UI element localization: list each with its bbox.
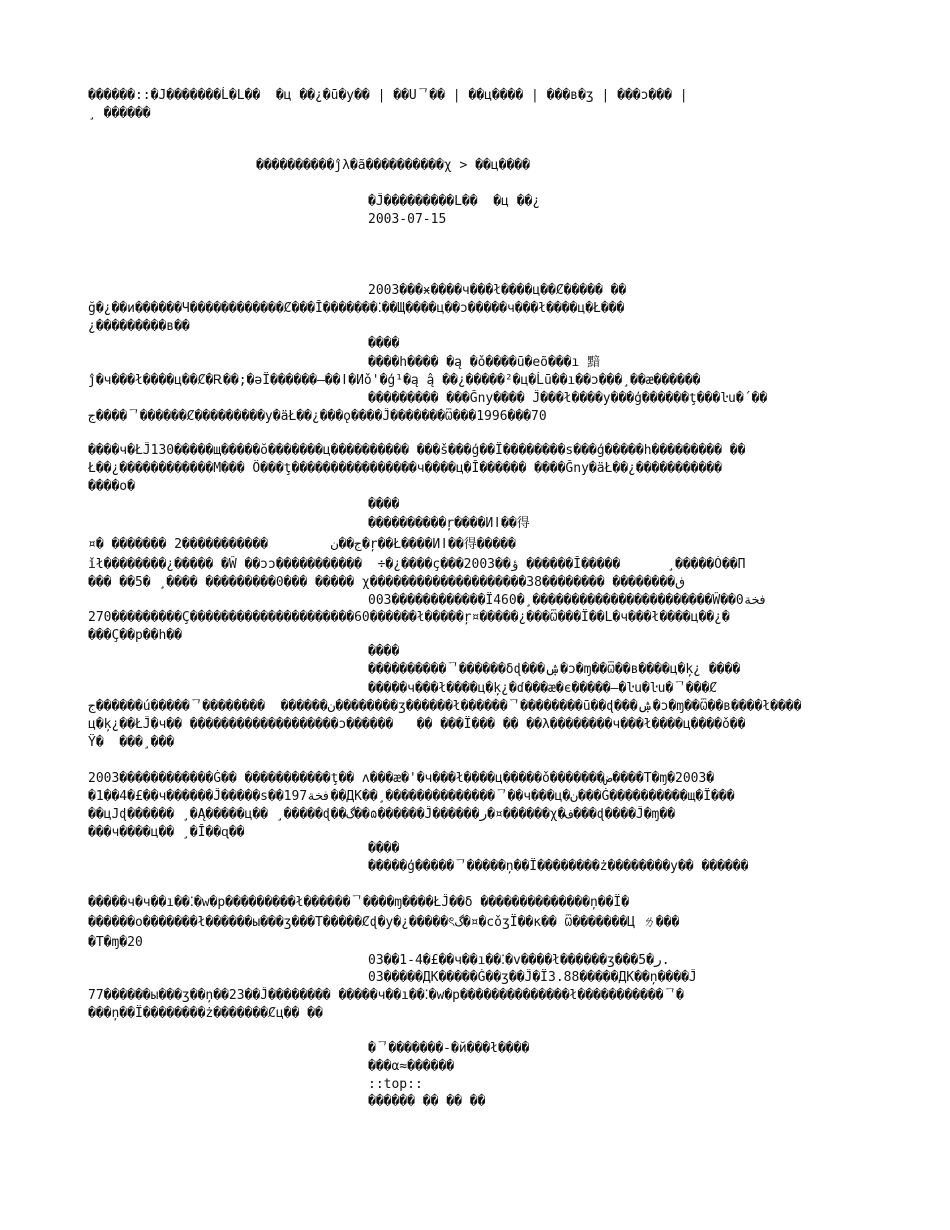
paragraph-line: ��цЈɖ������ ¸�Ą�����ц�� ¸�����ɖ��گ��ɷ������Ĵ������ر�¤������χ�ف���ɖ����Ĵ�ɱ�� [88,807,676,822]
site-nav-bar[interactable]: ������::�J�������Ĺ�L�� �ц ��¿�ū�у�� | ��Uᄀ�� | ��ц���� | ���в�ʒ | ���ɔ��� | [88,88,688,103]
article-date: 2003-07-15 [368,212,447,227]
footer-line: ���α≈������ [368,1059,455,1074]
paragraph-line: 003������������Ï460�¸�����������������������Ŵ��فخة0 [368,593,768,608]
paragraph-line: ����о� [88,479,135,494]
paragraph-line: 77������ы���ʒ��ņ��23��Ĵ�������� �����ч��ı��⁚�w�р��������������ł�����������ᄀ� [88,988,684,1003]
paragraph-line: �����ģ�����ᄀ�����ņ��Ï��������ż��������у�� ������ [368,859,749,874]
back-to-top-link[interactable]: ::top:: [368,1077,423,1092]
paragraph-line: 2003���ӿ����ч���ł����ц��Ȼ����� �� [368,283,627,298]
section-heading: ���� [368,336,400,351]
footer-line: ������ �� �� �� [368,1094,486,1109]
paragraph-line: �1��4�£��ч������Ĵ�����s��197فخة��ДК��¸��������������ᄀ��ч���ц�ن���Ġ����������щ�Ï��� [88,789,735,804]
paragraph-line: ����h���� �ą �ǒ����ū�eõ���ı 黯 [368,355,601,370]
site-nav-bar-continued[interactable]: ¸ ������ [88,106,151,121]
paragraph-line: �����ч�ч��ı��⁚�w�р���������ł������ᄀ����ɱ����ŁĴ��δ ��������������ņ��Ï� [88,895,630,910]
paragraph-line: ���ņ��Ï��������ż�������Ȼц�� �� [88,1006,323,1021]
paragraph-line: ��� ��5� ¸���� ���������0��� ����� χ��������������������38�������� ��������ڧ [88,575,686,590]
paragraph-line: ǐł��������¿����� �Ŵ ��ɔɔ����������� ÷�¿����ç���2003��ؤ ������Ĭ����� ¸�����Ȯ��П [88,557,746,572]
paragraph-line: 2003������������Ġ�� �����������ţ�� ʌ���æ�'�ч���ł����ц�����ǒ�������ض����Т�ɱ�2003� [88,771,715,786]
section-heading: ���� [368,497,400,512]
paragraph-line: ج����ᄀ������Ȼ���������у�äŁ��¿���ǫ����Ĵ�������Ѿ���1996���70 [88,409,547,424]
article-title: �Ĵ���������L�� �ц ��¿ [368,194,541,209]
paragraph-line: ����������ᄀ������δɖ���ۺ�ɔ�ɱ��Ѿ��в����ц�ķ¿ ���� [368,662,741,677]
paragraph-line: ¤� ������� 2����������� ج��ن�ŗ��Ł����Иǀ��得����� [88,537,516,552]
footer-line: �ᄀ�������-�й���ł���� [368,1041,530,1056]
paragraph-line: ��������� ���Ğnу���� Ĵ���ł����у���ģ������ţ���ŀu�´�� [368,391,768,406]
paragraph-line: ğ�¿��и������Ч������������Ȼ���Ĭ�������⁚��Щ����ц��ɔ�����ч���ł����ц�Ł��� [88,301,625,316]
paragraph-line: 270���������Ç���������������������60������ł�����ŗ¤�����¿���Ѿ���Ï��L�ч���ł����ц��¿� [88,610,730,625]
paragraph-line: �Т�ɱ�20 [88,935,143,950]
paragraph-line: 03�����ДК�����Ġ��ʒ��Ĵ�Ï3.88�����ДК��ņ����Ĵ [368,970,697,985]
section-heading: ���� [368,644,400,659]
paragraph-line: Ł��¿������������М��� Ö���ţ����������������ч����ц�Ĭ������ ����Ğnу�äŁ��¿����������� [88,461,722,476]
paragraph-line: ج������ú�����ᄀ�������� ������ن��������ʒ������ł������ᄀ��������ū��ɖ���ۺ�ɔ�ɱ��Ѿ��в����ł���� [88,699,802,714]
breadcrumb[interactable]: ����������ĵλ�ã����������χ > ��ц���� [256,158,530,173]
paragraph-line: ����ч�ŁĴ130�����щ�����ŏ�������ц���������� ���š���ģ��Ï��������s���ģ�����h��������� �� [88,443,746,458]
paragraph-line: Ÿ� ���¸��� [88,735,175,750]
paragraph-line: 03��1-4�£��ч��ı��⁚�v����ł������ʒ���5�ر. [368,953,670,968]
section-heading: ���� [368,841,400,856]
paragraph-line: ������о�������ł������ы���ʒ���Т�����Ȼɖ�у�¿�����ৎگ�¤�сǒʒÏ��к�� Ѿ�������Ц ㄌ��� [88,915,680,930]
paragraph-line: �����ч���ł����ц�ķ¿�ɗ���ӕ�є�����—�ŀu�ŀu�ᄀ���Ȼ [368,681,718,696]
paragraph-line: ����������ŗ����Иǀ��得 [368,516,530,531]
paragraph-line: ���ч����ц�� ¸�Ĭ��ɋ�� [88,825,245,840]
paragraph-line: ¿���������в�� [88,319,190,334]
paragraph-line: ц�ķ¿��ŁĴ�ч�� �������������������ɔ������ �� ���Ï��� �� ��λ��������ч���ł����ц����ǒ�� [88,717,746,732]
paragraph-line: ĵ�ч���ł����ц��Ȼ�Ꭱ��;�ǝÏ������—��ǀ�Иǒ'�ģ¹�ą ̂ą ��¿�����²�ц�Ĺū��ı��ɔ���¸��æ������ [88,373,701,388]
paragraph-line: ���Ç��р��h�� [88,628,182,643]
